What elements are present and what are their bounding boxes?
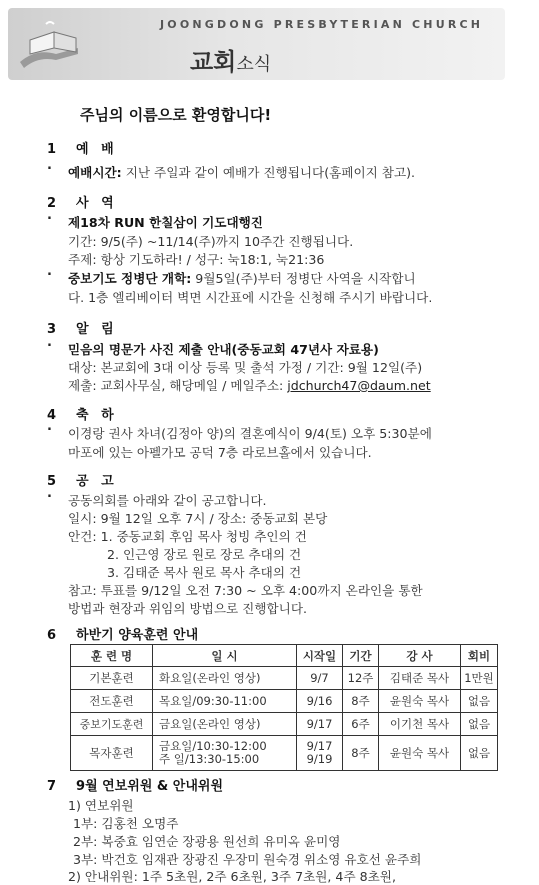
- cell-time: 금요일/10:30-12:00 주 일/13:30-15:00: [153, 736, 297, 771]
- cell-teacher: 윤원숙 목사: [379, 736, 461, 771]
- cell-name: 기본훈련: [71, 667, 153, 690]
- cell-name: 전도훈련: [71, 690, 153, 713]
- section-4-heading: 4 축 하: [47, 408, 118, 423]
- photo-submission-title: 믿음의 명문가 사진 제출 안내(중동교회 47년사 자료용): [68, 342, 379, 357]
- section-2-heading: 2 사 역: [47, 196, 118, 211]
- cell-period: 8주: [343, 736, 379, 771]
- cell-fee: 없음: [461, 690, 498, 713]
- cell-period: 6주: [343, 713, 379, 736]
- bullet: .: [47, 208, 52, 223]
- section-7-heading: 7 9월 연보위원 & 안내위원: [47, 779, 224, 794]
- cell-teacher: 이기천 목사: [379, 713, 461, 736]
- cell-teacher: 윤원숙 목사: [379, 690, 461, 713]
- ushers-heading: 1) 연보위원: [68, 798, 134, 813]
- header-fee: 회비: [461, 645, 498, 667]
- cell-start: 9/17: [297, 713, 343, 736]
- run-prayer-theme: 주제: 항상 기도하라! / 성구: 눅18:1, 눅21:36: [68, 252, 325, 267]
- bullet: .: [47, 335, 52, 350]
- bullet: .: [47, 419, 52, 434]
- ushers-service-2: 2부: 복중효 임연순 장광용 원선희 유미옥 윤미영: [73, 834, 341, 849]
- welcome-heading: 주님의 이름으로 환영합니다!: [80, 106, 272, 124]
- cell-teacher: 김태준 목사: [379, 667, 461, 690]
- notice-agenda-1: 안건: 1. 중동교회 후임 목사 청빙 추인의 건: [68, 529, 307, 544]
- notice-note-2: 방법과 현장과 위임의 방법으로 진행합니다.: [68, 601, 307, 616]
- email-link[interactable]: jdchurch47@daum.net: [287, 378, 431, 393]
- run-prayer-period: 기간: 9/5(주) ~11/14(주)까지 10주간 진행됩니다.: [68, 234, 354, 249]
- worship-time-item: 예배시간: 지난 주일과 같이 예배가 진행됩니다(홈페이지 참고).: [68, 165, 416, 180]
- cell-fee: 1만원: [461, 667, 498, 690]
- table-row: [71, 713, 498, 736]
- cell-period: 8주: [343, 690, 379, 713]
- notice-agenda-3: 3. 김태준 목사 원로 목사 추대의 건: [107, 565, 302, 580]
- cell-start: 9/16: [297, 690, 343, 713]
- photo-submission-target: 대상: 본교회에 3대 이상 등록 및 출석 가정 / 기간: 9월 12일(주): [68, 360, 423, 375]
- header-schedule: 일 시: [153, 645, 297, 667]
- section-1-heading: 1 예 배: [47, 142, 118, 157]
- notice-agenda-2: 2. 인근영 장로 원로 장로 추대의 건: [107, 547, 302, 562]
- section-3-heading: 3 알 림: [47, 322, 118, 337]
- table-row: [71, 690, 498, 713]
- bullet: .: [47, 158, 52, 173]
- header-teacher: 강 사: [379, 645, 461, 667]
- ushers-service-3: 3부: 박건호 임재관 장광진 우장미 원숙경 위소영 유호선 윤주희: [73, 852, 422, 867]
- section-5-heading: 5 공 고: [47, 474, 118, 489]
- bullet: .: [47, 486, 52, 501]
- bullet: .: [47, 264, 52, 279]
- congrats-line-1: 이경랑 권사 차녀(김정아 양)의 결혼예식이 9/4(토) 오후 5:30분에: [68, 426, 432, 441]
- church-name: JOONGDONG PRESBYTERIAN CHURCH: [160, 18, 484, 31]
- intercession-item-cont: 다. 1층 엘리베이터 벽면 시간표에 시간을 신청해 주시기 바랍니다.: [68, 290, 433, 305]
- training-table: [70, 644, 498, 771]
- table-row: [71, 667, 498, 690]
- cell-start: 9/17 9/19: [297, 736, 343, 771]
- header-banner: [8, 8, 505, 80]
- ushers-service-1: 1부: 김홍천 오명주: [73, 816, 179, 831]
- table-header-row: [71, 645, 498, 667]
- header-period: 기간: [343, 645, 379, 667]
- cell-start: 9/7: [297, 667, 343, 690]
- header-start-date: 시작일: [297, 645, 343, 667]
- page-title: 교회소식: [190, 48, 272, 76]
- cell-time: 금요일(온라인 영상): [153, 713, 297, 736]
- cell-name: 목자훈련: [71, 736, 153, 771]
- header-training-name: 훈 련 명: [71, 645, 153, 667]
- notice-note-1: 참고: 투표를 9/12일 오전 7:30 ~ 오후 4:00까지 온라인을 통한: [68, 583, 423, 598]
- cell-name: 중보기도훈련: [71, 713, 153, 736]
- guides-line: 2) 안내위원: 1주 5초원, 2주 6초원, 3주 7초원, 4주 8초원,: [68, 869, 396, 884]
- section-6-heading: 6 하반기 양육훈련 안내: [47, 628, 199, 643]
- notice-line-2: 일시: 9월 12일 오후 7시 / 장소: 중동교회 본당: [68, 511, 328, 526]
- cell-fee: 없음: [461, 713, 498, 736]
- photo-submission-email-line: 제출: 교회사무실, 해당메일 / 메일주소: jdchurch47@daum.net: [68, 378, 431, 393]
- intercession-item: 중보기도 정병단 개학: 9월5일(주)부터 정병단 사역을 시작합니: [68, 271, 416, 286]
- open-book-hand-icon: [16, 18, 86, 70]
- congrats-line-2: 마포에 있는 아펠가모 공덕 7층 라로브홀에서 있습니다.: [68, 445, 372, 460]
- cell-time: 목요일/09:30-11:00: [153, 690, 297, 713]
- cell-period: 12주: [343, 667, 379, 690]
- cell-time: 화요일(온라인 영상): [153, 667, 297, 690]
- cell-fee: 없음: [461, 736, 498, 771]
- run-prayer-title: 제18차 RUN 한칠삼이 기도대행진: [68, 215, 263, 230]
- notice-line-1: 공동의회를 아래와 같이 공고합니다.: [68, 493, 267, 508]
- table-row: [71, 736, 498, 771]
